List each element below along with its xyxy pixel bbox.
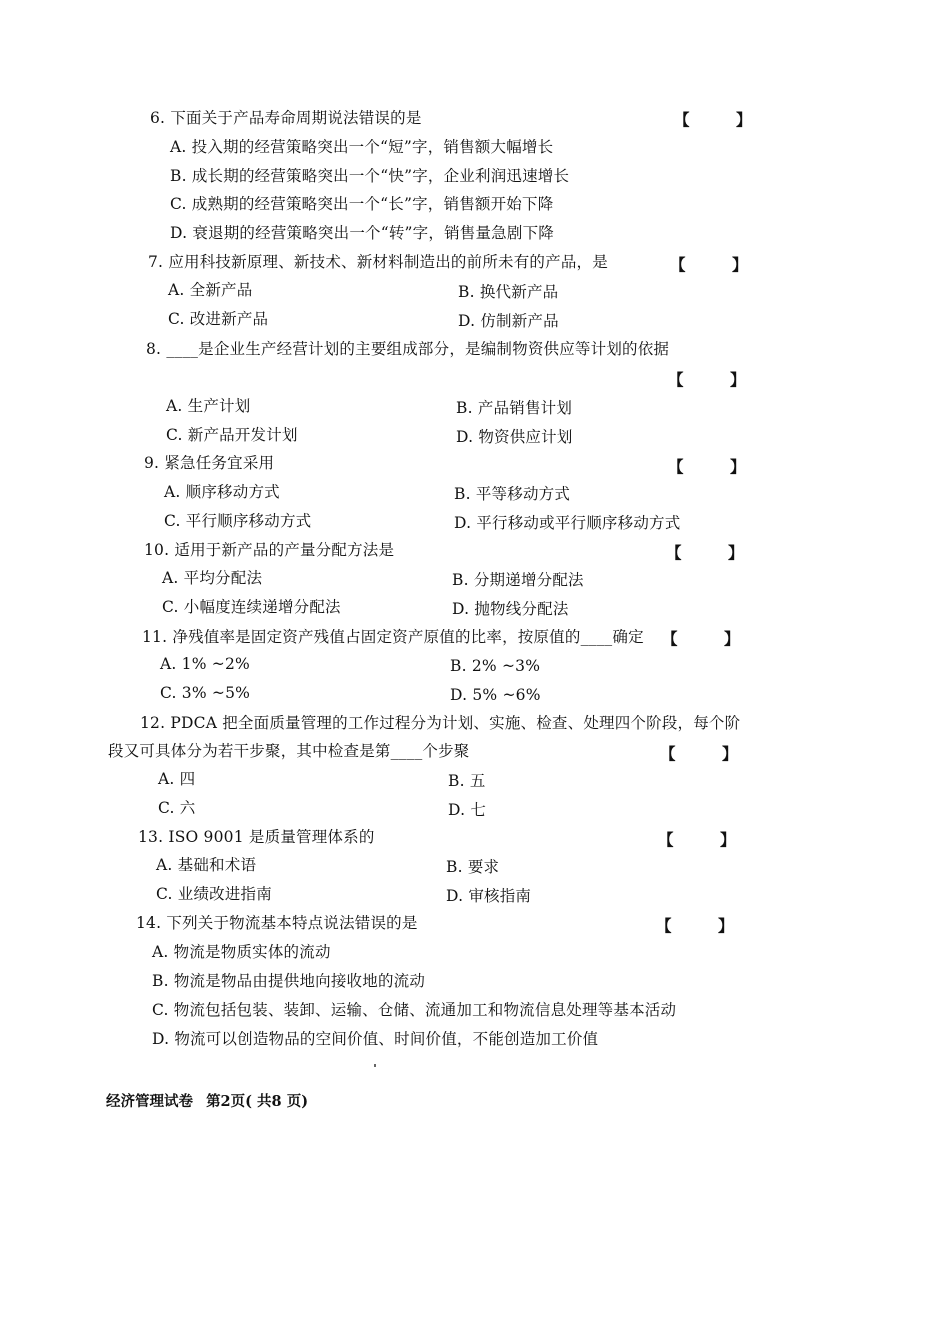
question-13-option-a: A. 基础和术语 bbox=[156, 856, 257, 874]
question-13-option-d: D. 审核指南 bbox=[446, 887, 532, 905]
question-8-option-b: B. 产品销售计划 bbox=[456, 399, 573, 417]
question-8-option-a: A. 生产计划 bbox=[166, 397, 251, 415]
question-12-stem: 12. PDCA 把全面质量管理的工作过程分为计划、实施、检查、处理四个阶段，每个阶 bbox=[140, 714, 741, 732]
question-10-option-c: C. 小幅度连续递增分配法 bbox=[162, 598, 341, 616]
question-10-stem: 10. 适用于新产品的产量分配方法是 bbox=[144, 541, 395, 559]
question-12-option-c: C. 六 bbox=[158, 799, 196, 817]
question-12-option-a: A. 四 bbox=[158, 770, 196, 788]
question-9-option-d: D. 平行移动或平行顺序移动方式 bbox=[454, 514, 681, 532]
answer-bracket-8: 【 】 bbox=[668, 370, 746, 389]
question-14-option-c: C. 物流包括包装、装卸、运输、仓储、流通加工和物流信息处理等基本活动 bbox=[152, 1001, 677, 1019]
question-12-option-d: D. 七 bbox=[448, 801, 487, 819]
question-7-option-a: A. 全新产品 bbox=[168, 281, 253, 299]
question-6-option-c: C. 成熟期的经营策略突出一个“长”字，销售额开始下降 bbox=[170, 195, 554, 213]
question-14-option-d: D. 物流可以创造物品的空间价值、时间价值，不能创造加工价值 bbox=[152, 1030, 599, 1048]
question-6-option-b: B. 成长期的经营策略突出一个“快”字，企业利润迅速增长 bbox=[170, 167, 570, 185]
question-14-option-b: B. 物流是物品由提供地向接收地的流动 bbox=[152, 972, 426, 990]
question-6-option-d: D. 衰退期的经营策略突出一个“转”字，销售量急剧下降 bbox=[170, 224, 554, 242]
question-12-stem-continued: 段又可具体分为若干步聚，其中检查是第____个步聚 bbox=[108, 742, 470, 760]
question-12-option-b: B. 五 bbox=[448, 772, 486, 790]
question-13-stem: 13. ISO 9001 是质量管理体系的 bbox=[138, 828, 375, 846]
footer-exam-name: 经济管理试卷 bbox=[106, 1093, 193, 1110]
question-7-option-d: D. 仿制新产品 bbox=[458, 312, 559, 330]
question-9-stem: 9. 紧急任务宜采用 bbox=[144, 454, 275, 472]
question-13-option-b: B. 要求 bbox=[446, 858, 500, 876]
answer-bracket-14: 【 】 bbox=[656, 916, 734, 935]
question-8-stem: 8. ____是企业生产经营计划的主要组成部分，是编制物资供应等计划的依据 bbox=[146, 340, 670, 358]
answer-bracket-10: 【 】 bbox=[666, 543, 744, 562]
question-10-option-d: D. 抛物线分配法 bbox=[452, 600, 569, 618]
question-7-option-c: C. 改进新产品 bbox=[168, 310, 269, 328]
answer-bracket-11: 【 】 bbox=[662, 629, 740, 648]
question-7-stem: 7. 应用科技新原理、新技术、新材料制造出的前所未有的产品，是 bbox=[148, 253, 608, 271]
question-6-stem: 6. 下面关于产品寿命周期说法错误的是 bbox=[150, 109, 422, 127]
question-11-option-b: B. 2% ~3% bbox=[450, 657, 541, 675]
question-10-option-a: A. 平均分配法 bbox=[162, 569, 263, 587]
question-11-option-d: D. 5% ~6% bbox=[450, 686, 541, 704]
question-11-option-c: C. 3% ~5% bbox=[160, 684, 251, 702]
question-7-option-b: B. 换代新产品 bbox=[458, 283, 559, 301]
page-footer bbox=[106, 1092, 316, 1112]
answer-bracket-9: 【 】 bbox=[668, 457, 746, 476]
answer-bracket-12: 【 】 bbox=[660, 744, 738, 763]
answer-bracket-7: 【 】 bbox=[670, 255, 748, 274]
scan-speck bbox=[374, 1064, 376, 1067]
question-9-option-c: C. 平行顺序移动方式 bbox=[164, 512, 312, 530]
question-14-option-a: A. 物流是物质实体的流动 bbox=[152, 943, 331, 961]
answer-bracket-6: 【 】 bbox=[674, 110, 752, 129]
question-10-option-b: B. 分期递增分配法 bbox=[452, 571, 584, 589]
question-13-option-c: C. 业绩改进指南 bbox=[156, 885, 272, 903]
question-8-option-c: C. 新产品开发计划 bbox=[166, 426, 298, 444]
question-9-option-a: A. 顺序移动方式 bbox=[164, 483, 280, 501]
question-8-option-d: D. 物资供应计划 bbox=[456, 428, 573, 446]
footer-page-info: 第2页( 共8 页) bbox=[206, 1093, 309, 1110]
question-11-option-a: A. 1% ~2% bbox=[160, 655, 250, 673]
question-14-stem: 14. 下列关于物流基本特点说法错误的是 bbox=[136, 914, 418, 932]
question-9-option-b: B. 平等移动方式 bbox=[454, 485, 571, 503]
answer-bracket-13: 【 】 bbox=[658, 830, 736, 849]
question-6-option-a: A. 投入期的经营策略突出一个“短”字，销售额大幅增长 bbox=[170, 138, 554, 156]
question-11-stem: 11. 净残值率是固定资产残值占固定资产原值的比率，按原值的____确定 bbox=[142, 628, 644, 646]
